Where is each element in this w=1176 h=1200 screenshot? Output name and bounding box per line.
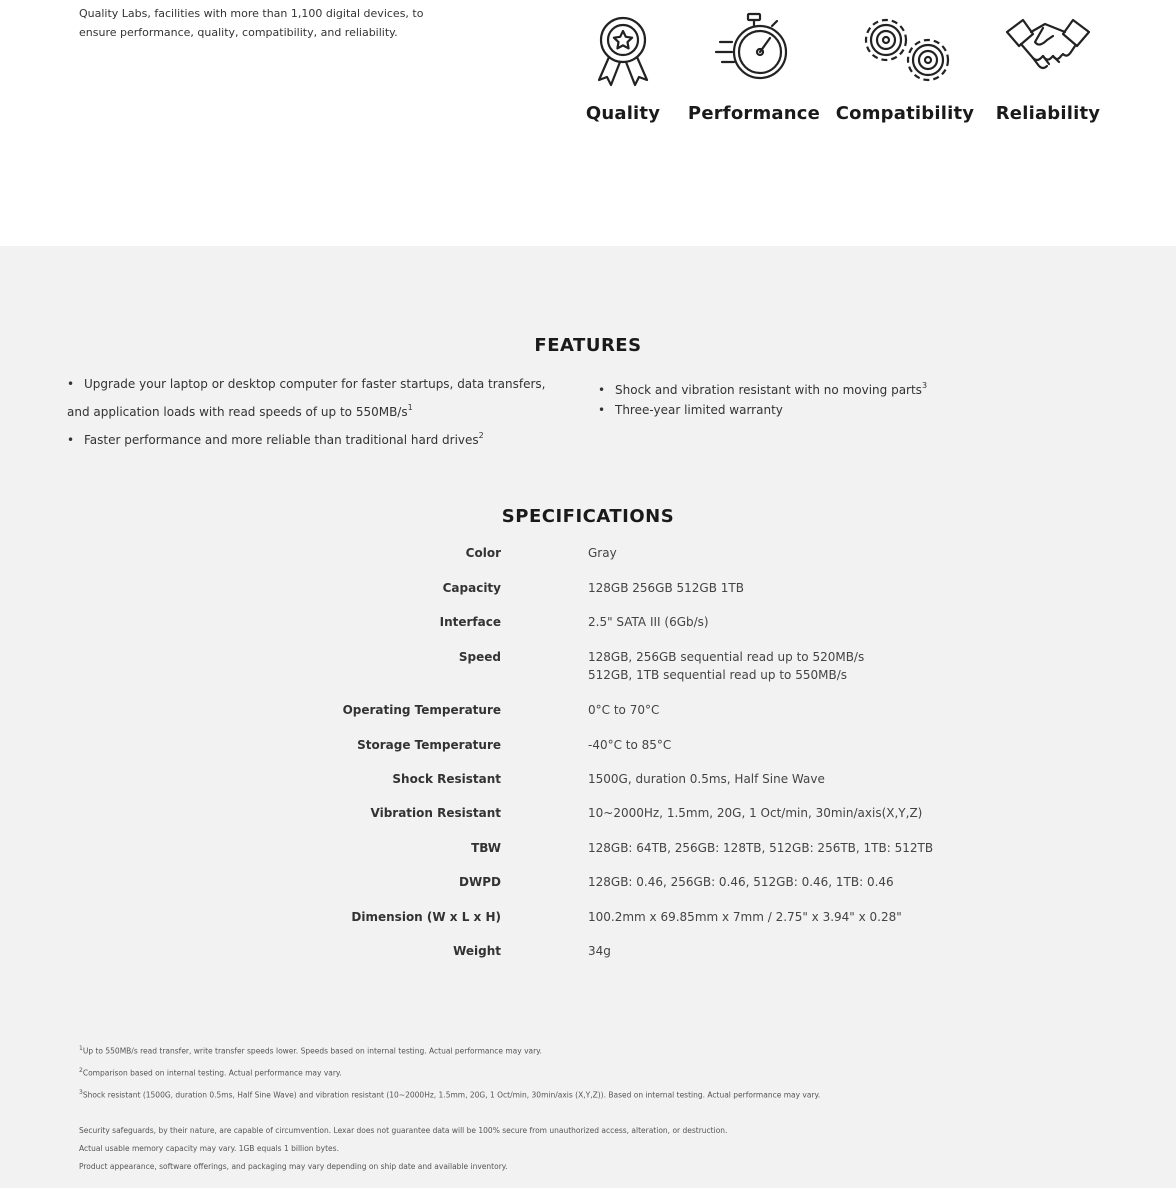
spec-label: Interface <box>439 615 501 629</box>
spec-label: Dimension (W x L x H) <box>351 910 501 924</box>
spec-value: 128GB: 0.46, 256GB: 0.46, 512GB: 0.46, 1TB: 0.46 <box>588 875 894 889</box>
bullet-icon: • <box>67 377 75 391</box>
badge-label: Compatibility <box>835 103 975 124</box>
spec-label: Speed <box>458 650 501 664</box>
handshake-icon <box>1003 10 1093 90</box>
features-title: FEATURES <box>534 335 642 356</box>
spec-value: 128GB, 256GB sequential read up to 520MB/s 512GB, 1TB sequential read up to 550MB/s <box>588 650 865 682</box>
badge-compatibility <box>830 10 980 124</box>
spec-value: 0°C to 70°C <box>588 703 660 717</box>
spec-label: Capacity <box>442 581 501 595</box>
disclaimer-security: Security safeguards, by their nature, are capable of circumvention. Lexar does not guarantee data will be 100% secure from unauthorized access, alteration, or destruction. <box>79 1126 728 1135</box>
spec-value: 100.2mm x 69.85mm x 7mm / 2.75" x 3.94" x 0.28" <box>588 910 902 924</box>
spec-label: Shock Resistant <box>392 772 501 786</box>
spec-value: 2.5" SATA III (6Gb/s) <box>588 615 709 629</box>
intro-text: Quality Labs, facilities with more than 1,100 digital devices, to ensure performance, quality, compatibility, and reliability. <box>79 7 424 39</box>
gears-icon <box>850 10 960 90</box>
spec-value: 1500G, duration 0.5ms, Half Sine Wave <box>588 772 825 786</box>
feature-item: • Upgrade your laptop or desktop computer for faster startups, data transfers, and application loads with read speeds of up to $550MB/s^1$ <box>67 372 587 424</box>
spec-label: Weight <box>453 944 501 958</box>
feature-item: • Faster performance and more reliable than traditional hard drives$^2$ <box>67 424 587 452</box>
spec-value: 34g <box>588 944 611 958</box>
details-section <box>0 246 1176 1188</box>
bullet-icon: • <box>598 383 606 397</box>
specifications-title: SPECIFICATIONS <box>501 506 675 527</box>
award-ribbon-icon <box>583 10 663 90</box>
spec-label: Operating Temperature <box>342 703 501 717</box>
page-bottom <box>0 1188 1176 1200</box>
features-list-right <box>598 376 1018 420</box>
spec-label: DWPD <box>459 875 501 889</box>
feature-item: • Shock and vibration resistant with no moving parts$^3$ <box>598 376 1018 400</box>
footnote-1: $^1$Up to 550MB/s read transfer, write transfer speeds lower. Speeds based on internal testing. Actual performance may vary. <box>79 1045 542 1056</box>
badge-label: Performance <box>687 103 821 124</box>
badge-label: Quality <box>585 103 661 124</box>
spec-label: TBW <box>471 841 501 855</box>
features-list-left <box>67 372 587 452</box>
spec-value: 10~2000Hz, 1.5mm, 20G, 1 Oct/min, 30min/axis(X,Y,Z) <box>588 806 923 820</box>
stopwatch-icon <box>714 10 794 90</box>
disclaimer-appearance: Product appearance, software offerings, and packaging may vary depending on ship date and available inventory. <box>79 1162 508 1171</box>
spec-value: 128GB: 64TB, 256GB: 128TB, 512GB: 256TB, 1TB: 512TB <box>588 841 934 855</box>
top-section <box>0 0 1176 246</box>
badge-performance <box>679 10 829 124</box>
spec-label: Storage Temperature <box>357 738 501 752</box>
badge-label: Reliability <box>995 103 1101 124</box>
spec-label: Color <box>465 546 501 560</box>
feature-item: • Three-year limited warranty <box>598 400 1018 420</box>
spec-value: Gray <box>588 546 617 560</box>
badge-quality <box>548 10 698 124</box>
badge-reliability <box>973 10 1123 124</box>
bullet-icon: • <box>67 433 75 447</box>
spec-value: 128GB 256GB 512GB 1TB <box>588 581 744 595</box>
footnote-3: $^3$Shock resistant (1500G, duration 0.5ms, Half Sine Wave) and vibration resistant (10~2000Hz, 1.5mm, 20G, 1 Oct/min, 30min/axis (X,Y,Z)). Based on internal testing. Actual performance may vary. <box>79 1089 821 1100</box>
bullet-icon: • <box>598 403 606 417</box>
disclaimer-capacity: Actual usable memory capacity may vary. 1GB equals 1 billion bytes. <box>79 1144 339 1153</box>
spec-value: -40°C to 85°C <box>588 738 672 752</box>
footnote-2: $^2$Comparison based on internal testing. Actual performance may vary. <box>79 1067 342 1078</box>
spec-label: Vibration Resistant <box>370 806 501 820</box>
